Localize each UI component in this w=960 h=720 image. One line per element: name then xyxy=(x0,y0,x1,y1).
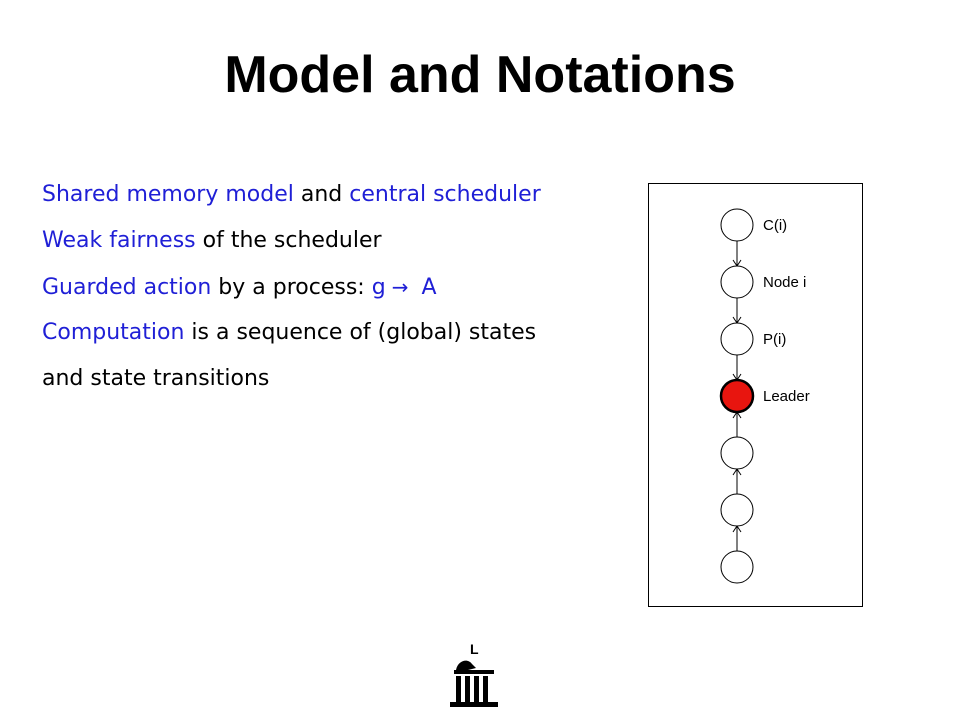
node-label: P(i) xyxy=(763,331,787,348)
node-label: C(i) xyxy=(763,217,788,234)
bullet-line xyxy=(42,310,642,356)
bullet-text: and state transitions xyxy=(42,366,270,391)
bullet-line xyxy=(42,356,642,402)
diagram-canvas xyxy=(649,184,864,608)
node xyxy=(721,437,753,469)
bullet-line xyxy=(42,172,642,218)
bullet-text: Weak fairness xyxy=(42,228,196,253)
bullet-text: central scheduler xyxy=(349,182,541,207)
bullet-text: of the scheduler xyxy=(195,228,382,253)
bullet-text: A xyxy=(414,275,437,300)
bullet-line xyxy=(42,218,642,264)
logo-letter: L xyxy=(470,641,479,657)
node-label: Leader xyxy=(763,388,810,405)
bullet-text: by a process: xyxy=(211,275,372,300)
node xyxy=(721,266,753,298)
node xyxy=(721,323,753,355)
bullet-list xyxy=(42,172,642,402)
bullet-text: Shared memory model xyxy=(42,182,294,207)
bullet-text: Guarded action xyxy=(42,275,212,300)
bullet-text: and xyxy=(293,182,350,207)
bullet-text: Computation xyxy=(42,320,185,345)
node xyxy=(721,551,753,583)
bullet-text: g xyxy=(371,275,386,300)
slide-title: Model and Notations xyxy=(224,46,736,104)
institution-logo-icon xyxy=(446,640,502,710)
bullet-line xyxy=(42,264,642,310)
leader-chain-diagram xyxy=(648,183,863,607)
bullet-text: is a sequence of (global) states xyxy=(184,320,537,345)
node xyxy=(721,209,753,241)
arrow-icon: → xyxy=(391,275,409,299)
node-label: Node i xyxy=(763,274,807,291)
node xyxy=(721,494,753,526)
leader-node xyxy=(721,380,753,412)
